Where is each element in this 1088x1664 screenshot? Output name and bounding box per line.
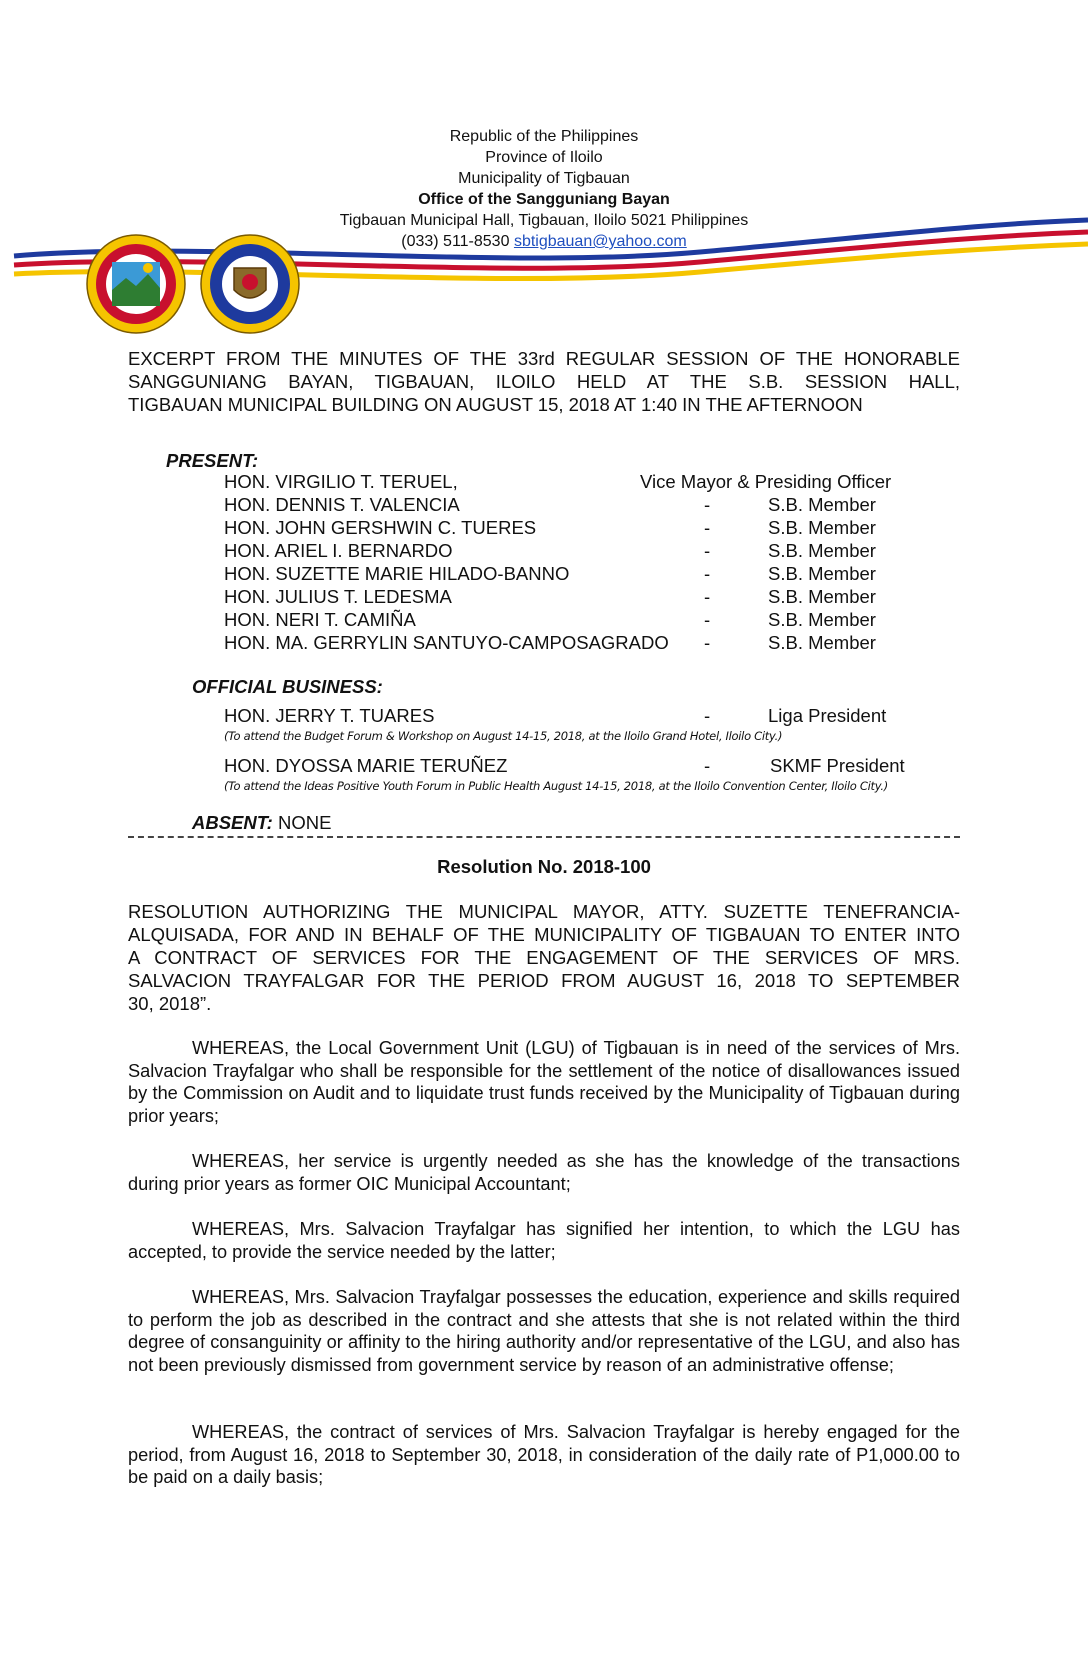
- resolution-title-line: A CONTRACT OF SERVICES FOR THE ENGAGEMENT OF THE SERVICES OF MRS.: [128, 947, 960, 968]
- absent-value: NONE: [278, 812, 332, 833]
- member-role: S.B. Member: [768, 632, 876, 653]
- ob-note: (To attend the Budget Forum & Workshop on August 14-15, 2018, at the Iloilo Grand Hotel, Iloilo City.): [224, 729, 783, 743]
- member-dash: -: [704, 586, 711, 607]
- municipality-seal: [86, 234, 186, 334]
- member-dash: -: [704, 494, 711, 515]
- resolution-title-line: ALQUISADA, FOR AND IN BEHALF OF THE MUNICIPALITY OF TIGBAUAN TO ENTER INTO: [128, 924, 960, 945]
- whereas-paragraph: [128, 1421, 960, 1489]
- resolution-title-line: SALVACION TRAYFALGAR FOR THE PERIOD FROM AUGUST 16, 2018 TO SEPTEMBER: [128, 970, 960, 991]
- province-line: Province of Iloilo: [485, 149, 603, 166]
- presiding-officer-role: Vice Mayor & Presiding Officer: [640, 471, 892, 492]
- ob-name: HON. DYOSSA MARIE TERUÑEZ: [224, 755, 508, 776]
- member-role: S.B. Member: [768, 540, 876, 561]
- member-dash: -: [704, 609, 711, 630]
- member-dash: -: [704, 632, 711, 653]
- whereas-paragraph: [128, 1286, 960, 1376]
- member-name: HON. DENNIS T. VALENCIA: [224, 494, 460, 515]
- ob-role: SKMF President: [770, 755, 905, 776]
- member-name: HON. JULIUS T. LEDESMA: [224, 586, 452, 607]
- whereas-text: WHEREAS, the contract of services of Mrs. Salvacion Trayfalgar is hereby engaged for the period, from August 16, 2018 to September 30, 2018, in consideration of the daily rate of P1,000.00 to be paid on a daily basis;: [128, 1422, 960, 1487]
- whereas-paragraph: [128, 1218, 960, 1263]
- absent-line: [192, 812, 331, 834]
- whereas-paragraph: [128, 1037, 960, 1127]
- member-name: HON. SUZETTE MARIE HILADO-BANNO: [224, 563, 570, 584]
- member-name: HON. JOHN GERSHWIN C. TUERES: [224, 517, 537, 538]
- present-label: PRESENT:: [166, 450, 259, 471]
- resolution-title-last: 30, 2018”.: [128, 993, 212, 1014]
- member-name: HON. ARIEL I. BERNARDO: [224, 540, 453, 561]
- resolution-number: Resolution No. 2018-100: [437, 856, 651, 877]
- whereas-paragraph: [128, 1150, 960, 1195]
- member-role: S.B. Member: [768, 517, 876, 538]
- whereas-text: WHEREAS, Mrs. Salvacion Trayfalgar possesses the education, experience and skills required to perform the job as described in the contract and she attests that she is not related within the third degree of consanguinity or affinity to the hiring authority and/or representative of the LGU, and also has not been previously dismissed from government service by reason of an administrative offense;: [128, 1287, 960, 1375]
- member-role: S.B. Member: [768, 586, 876, 607]
- member-dash: -: [704, 563, 711, 584]
- presiding-officer-name: HON. VIRGILIO T. TERUEL,: [224, 471, 458, 492]
- sangguniang-bayan-seal: [200, 234, 300, 334]
- email-link[interactable]: sbtigbauan@yahoo.com: [513, 233, 687, 250]
- member-role: S.B. Member: [768, 494, 876, 515]
- member-name: HON. NERI T. CAMIÑA: [224, 609, 416, 630]
- whereas-text: WHEREAS, her service is urgently needed as she has the knowledge of the transactions during prior years as former OIC Municipal Accountant;: [128, 1151, 960, 1194]
- ob-note: (To attend the Ideas Positive Youth Forum in Public Health August 14-15, 2018, at the Iloilo Convention Center, Iloilo City.): [224, 779, 888, 793]
- phone-number: (033) 511-8530: [401, 233, 510, 250]
- member-role: S.B. Member: [768, 563, 876, 584]
- member-role: S.B. Member: [768, 609, 876, 630]
- ob-role: Liga President: [768, 705, 887, 726]
- member-dash: -: [704, 517, 711, 538]
- municipality-line: Municipality of Tigbauan: [458, 170, 630, 187]
- excerpt-line-1: EXCERPT FROM THE MINUTES OF THE 33rd REGULAR SESSION OF THE HONORABLE: [128, 348, 960, 369]
- separator-dashes: [128, 836, 960, 838]
- official-business-label: OFFICIAL BUSINESS:: [192, 676, 383, 697]
- member-dash: -: [704, 540, 711, 561]
- address-line: Tigbauan Municipal Hall, Tigbauan, Iloilo 5021 Philippines: [339, 212, 749, 229]
- whereas-text: WHEREAS, the Local Government Unit (LGU) of Tigbauan is in need of the services of Mrs. Salvacion Trayfalgar who shall be responsible for the settlement of the notice of disallowances issued by the Commission on Audit and to liquidate trust funds received by the Municipality of Tigbauan during prior years;: [128, 1038, 960, 1126]
- member-name: HON. MA. GERRYLIN SANTUYO-CAMPOSAGRADO: [224, 632, 669, 653]
- absent-label: ABSENT:: [192, 812, 273, 833]
- excerpt-line-2: SANGGUNIANG BAYAN, TIGBAUAN, ILOILO HELD AT THE S.B. SESSION HALL,: [128, 371, 960, 392]
- resolution-title-line: RESOLUTION AUTHORIZING THE MUNICIPAL MAYOR, ATTY. SUZETTE TENEFRANCIA-: [128, 901, 960, 922]
- ob-name: HON. JERRY T. TUARES: [224, 705, 435, 726]
- ob-dash: -: [704, 755, 711, 776]
- office-name: Office of the Sangguniang Bayan: [418, 191, 670, 208]
- whereas-text: WHEREAS, Mrs. Salvacion Trayfalgar has signified her intention, to which the LGU has accepted, to provide the service needed by the latter;: [128, 1219, 960, 1262]
- excerpt-line-3: TIGBAUAN MUNICIPAL BUILDING ON AUGUST 15, 2018 AT 1:40 IN THE AFTERNOON: [128, 394, 863, 415]
- ob-dash: -: [704, 705, 711, 726]
- republic-line: Republic of the Philippines: [449, 128, 639, 145]
